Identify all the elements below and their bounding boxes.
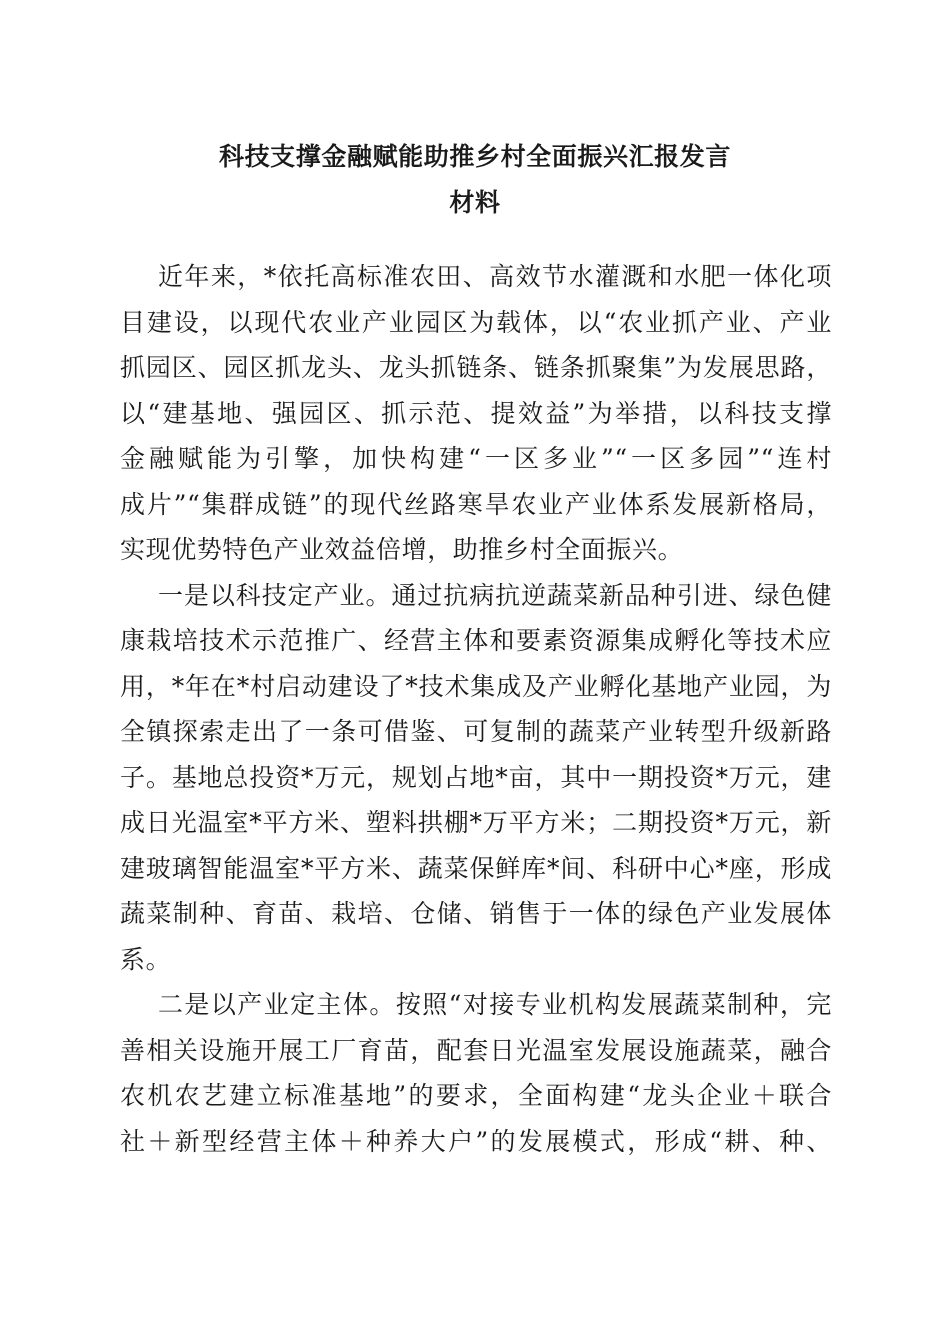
document-body <box>120 254 832 1164</box>
paragraph-line: 全镇探索走出了一条可借鉴、可复制的蔬菜产业转型升级新路 <box>120 717 832 746</box>
paragraph-line: 成片”“集群成链”的现代丝路寒旱农业产业体系发展新格局， <box>120 489 832 519</box>
paragraph-line: 子。基地总投资*万元，规划占地*亩，其中一期投资*万元，建 <box>120 762 832 792</box>
paragraph-intro <box>120 254 832 573</box>
paragraph-line: 用，*年在*村启动建设了*技术集成及产业孵化基地产业园，为 <box>120 671 832 701</box>
paragraph-line: 农机农艺建立标准基地”的要求，全面构建“龙头企业＋联合 <box>120 1081 832 1110</box>
paragraph-line: 实现优势特色产业效益倍增，助推乡村全面振兴。 <box>120 535 684 564</box>
title-line-2: 材料 <box>449 187 501 217</box>
paragraph-line: 蔬菜制种、育苗、栽培、仓储、销售于一体的绿色产业发展体 <box>120 899 832 928</box>
paragraph-line-text: 按照“对接专业机构发展蔬菜制种，完 <box>395 990 833 1019</box>
paragraph-line: 抓园区、园区抓龙头、龙头抓链条、链条抓聚集”为发展思路， <box>120 353 832 382</box>
paragraph-line: 以“建基地、强园区、抓示范、提效益”为举措，以科技支撑 <box>120 398 832 428</box>
paragraph-line: 目建设，以现代农业产业园区为载体，以“农业抓产业、产业 <box>120 307 832 337</box>
paragraph-lead-heading: 二是以产业定主体。 <box>158 990 396 1019</box>
paragraph-first-line <box>120 573 832 619</box>
paragraph-industry-subject <box>120 982 832 1164</box>
paragraph-tech-industry <box>120 573 832 983</box>
paragraph-line-text: 通过抗病抗逆蔬菜新品种引进、绿色健 <box>391 580 832 610</box>
paragraph-line: 善相关设施开展工厂育苗，配套日光温室发展设施蔬菜，融合 <box>120 1035 832 1065</box>
paragraph-first-line <box>120 982 832 1028</box>
paragraph-lead-heading: 一是以科技定产业。 <box>158 580 392 610</box>
document-title <box>100 134 850 225</box>
paragraph-line: 金融赋能为引擎，加快构建“一区多业”“一区多园”“连村 <box>120 444 832 473</box>
paragraph-line: 社＋新型经营主体＋种养大户”的发展模式，形成“耕、种、 <box>120 1126 832 1156</box>
paragraph-line: 系。 <box>120 944 172 974</box>
paragraph-line: 建玻璃智能温室*平方米、蔬菜保鲜库*间、科研中心*座，形成 <box>120 853 832 883</box>
paragraph-line: 近年来，*依托高标准农田、高效节水灌溉和水肥一体化项 <box>158 262 832 291</box>
paragraph-line: 康栽培技术示范推广、经营主体和要素资源集成孵化等技术应 <box>120 626 832 655</box>
title-line-1: 科技支撑金融赋能助推乡村全面振兴汇报发言 <box>218 142 731 171</box>
paragraph-line: 成日光温室*平方米、塑料拱棚*万平方米；二期投资*万元，新 <box>120 808 832 837</box>
